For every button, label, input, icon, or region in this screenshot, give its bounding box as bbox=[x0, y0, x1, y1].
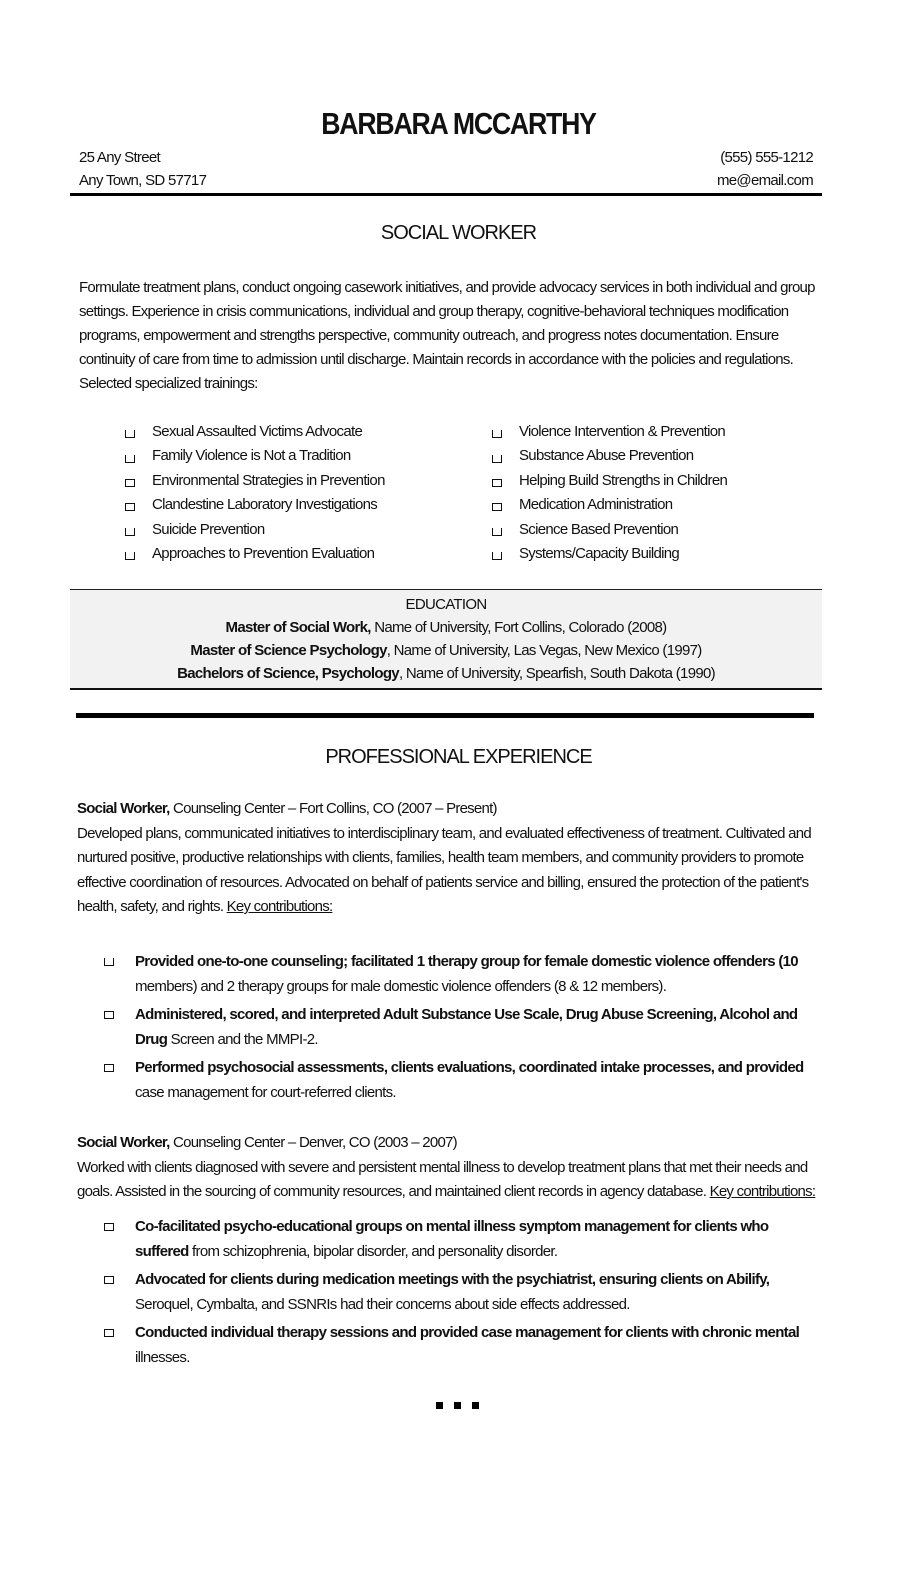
checkbox-bullet-icon bbox=[492, 552, 502, 560]
checkbox-bullet-icon bbox=[104, 1276, 114, 1284]
job-entry bbox=[77, 1131, 822, 1205]
checkbox-bullet-icon bbox=[492, 455, 502, 463]
training-item: Substance Abuse Prevention bbox=[492, 444, 727, 468]
training-item: Violence Intervention & Prevention bbox=[492, 420, 727, 444]
education-entry: Master of Science Psychology, Name of University, Las Vegas, New Mexico (1997) bbox=[190, 642, 702, 659]
checkbox-bullet-icon bbox=[104, 1064, 114, 1072]
contribution-item: Co-facilitated psycho-educational groups on mental illness symptom management for clients who suffered from schizophrenia, bipolar disorder, and personality disorder. bbox=[104, 1215, 824, 1264]
address-line-1: 25 Any Street bbox=[79, 149, 160, 166]
education-section bbox=[70, 589, 822, 690]
checkbox-bullet-icon bbox=[125, 479, 135, 487]
training-item: Systems/Capacity Building bbox=[492, 542, 727, 566]
training-item: Medication Administration bbox=[492, 493, 727, 517]
checkbox-bullet-icon bbox=[492, 528, 502, 536]
phone-number: (555) 555-1212 bbox=[720, 149, 813, 166]
checkbox-bullet-icon bbox=[125, 455, 135, 463]
contribution-item: Conducted individual therapy sessions and provided case management for clients with chronic mental illnesses. bbox=[104, 1321, 824, 1370]
key-contributions-label: Key contributions: bbox=[226, 898, 333, 915]
training-item: Suicide Prevention bbox=[125, 518, 385, 542]
checkbox-bullet-icon bbox=[125, 430, 135, 438]
training-item: Approaches to Prevention Evaluation bbox=[125, 542, 385, 566]
job-2-contributions bbox=[104, 1215, 824, 1374]
training-item: Clandestine Laboratory Investigations bbox=[125, 493, 385, 517]
checkbox-bullet-icon bbox=[492, 430, 502, 438]
summary-paragraph: Formulate treatment plans, conduct ongoing casework initiatives, and provide advocacy services in both individual and group settings. Experience in crisis communications, individual and group therapy, cognitive-behavioral techniques modification programs, empowerment and strengths perspective, community outreach, and progress notes documentation. Ensure continuity of care from time to admission until discharge. Maintain records in accordance with the policies and regulations. Selected specialized trainings: bbox=[79, 279, 815, 392]
square-dot-icon bbox=[454, 1402, 461, 1409]
training-item: Family Violence is Not a Tradition bbox=[125, 444, 385, 468]
continuation-marker bbox=[436, 1402, 479, 1409]
checkbox-bullet-icon bbox=[125, 552, 135, 560]
job-1-contributions bbox=[104, 950, 824, 1109]
education-heading: EDUCATION bbox=[405, 596, 487, 613]
key-contributions-label: Key contributions: bbox=[709, 1183, 816, 1200]
checkbox-bullet-icon bbox=[104, 958, 114, 966]
address-line-2: Any Town, SD 57717 bbox=[79, 172, 207, 189]
education-entry: Master of Social Work, Name of University, Fort Collins, Colorado (2008) bbox=[225, 619, 667, 636]
candidate-name: BARBARA MCCARTHY bbox=[321, 106, 596, 141]
job-description: Developed plans, communicated initiatives to interdisciplinary team, and evaluated effectiveness of treatment. Cultivated and nurtured positive, productive relationships with clients, families, health team members, and community providers to promote effective coordination of resources. Advocated on behalf of patients service and billing, ensured the protection of the patient's health, safety, and rights. Key contributions: bbox=[77, 824, 811, 915]
trainings-column-2 bbox=[492, 420, 727, 566]
contribution-item: Performed psychosocial assessments, clients evaluations, coordinated intake processes, and provided case management for court-referred clients. bbox=[104, 1056, 824, 1105]
section-divider bbox=[76, 713, 814, 718]
email-address: me@email.com bbox=[716, 172, 813, 189]
job-description: Worked with clients diagnosed with severe and persistent mental illness to develop treatment plans that met their needs and goals. Assisted in the sourcing of community resources, and maintained client records in agency database. Key contributions: bbox=[77, 1158, 816, 1200]
checkbox-bullet-icon bbox=[125, 503, 135, 511]
contribution-item: Administered, scored, and interpreted Adult Substance Use Scale, Drug Abuse Screening, Alcohol and Drug Screen and the MMPI-2. bbox=[104, 1003, 824, 1052]
job-entry bbox=[77, 797, 822, 920]
checkbox-bullet-icon bbox=[104, 1329, 114, 1337]
experience-heading: PROFESSIONAL EXPERIENCE bbox=[325, 746, 592, 768]
training-item: Science Based Prevention bbox=[492, 518, 727, 542]
checkbox-bullet-icon bbox=[492, 503, 502, 511]
training-item: Helping Build Strengths in Children bbox=[492, 469, 727, 493]
job-header: Social Worker, Counseling Center – Fort Collins, CO (2007 – Present) bbox=[77, 800, 497, 817]
training-item: Sexual Assaulted Victims Advocate bbox=[125, 420, 385, 444]
square-dot-icon bbox=[472, 1402, 479, 1409]
education-entry: Bachelors of Science, Psychology, Name of University, Spearfish, South Dakota (1990) bbox=[177, 665, 715, 682]
checkbox-bullet-icon bbox=[125, 528, 135, 536]
job-title: SOCIAL WORKER bbox=[380, 222, 537, 244]
address-block bbox=[79, 146, 206, 192]
job-header: Social Worker, Counseling Center – Denver, CO (2003 – 2007) bbox=[77, 1134, 457, 1151]
checkbox-bullet-icon bbox=[104, 1223, 114, 1231]
contribution-item: Provided one-to-one counseling; facilitated 1 therapy group for female domestic violence offenders (10 members) and 2 therapy groups for male domestic violence offenders (8 & 12 members). bbox=[104, 950, 824, 999]
trainings-column-1 bbox=[125, 420, 385, 566]
header-divider bbox=[70, 193, 822, 196]
contribution-item: Advocated for clients during medication meetings with the psychiatrist, ensuring clients on Abilify, Seroquel, Cymbalta, and SSNRIs had their concerns about side effects addressed. bbox=[104, 1268, 824, 1317]
contact-block bbox=[717, 146, 813, 192]
checkbox-bullet-icon bbox=[492, 479, 502, 487]
training-item: Environmental Strategies in Prevention bbox=[125, 469, 385, 493]
checkbox-bullet-icon bbox=[104, 1011, 114, 1019]
square-dot-icon bbox=[436, 1402, 443, 1409]
